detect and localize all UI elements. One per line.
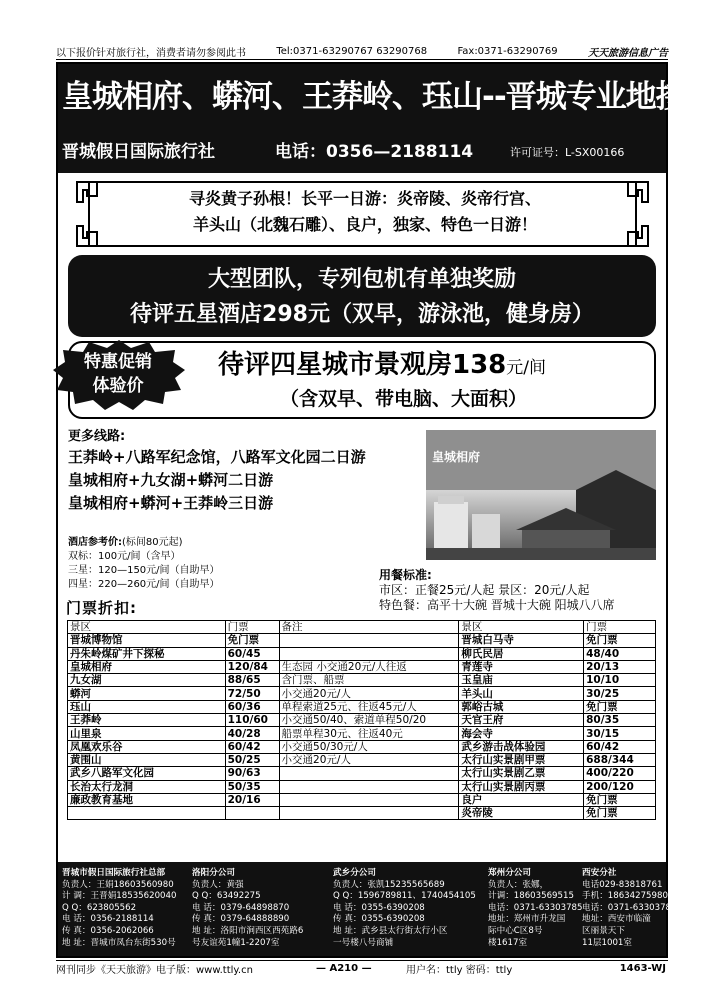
footer-line: 武乡分公司: [333, 868, 376, 878]
footer-line: 传 真：0379-64888890: [192, 914, 290, 925]
hotel-rate: 四星：220—260元/间（自助早）: [68, 579, 220, 590]
table-cell: 小交通20元/人: [279, 753, 459, 766]
scenic-photo: [426, 430, 656, 560]
table-cell: 60/42: [584, 740, 656, 753]
table-cell: 60/45: [225, 647, 279, 660]
table-cell: 免门票: [584, 634, 656, 647]
table-row: [68, 634, 656, 647]
hotel-title-text: 酒店参考价:: [68, 537, 122, 548]
table-cell: [279, 634, 459, 647]
table-cell: 良户: [459, 793, 584, 806]
group-promo-line2: 待评五星酒店298元（双早，游泳池，健身房）: [130, 302, 594, 327]
table-cell: 海会寺: [459, 727, 584, 740]
table-cell: 200/120: [584, 780, 656, 793]
table-cell: 110/60: [225, 714, 279, 727]
table-row: [68, 647, 656, 660]
notice-text: 以下报价针对旅行社，消费者请勿参阅此书: [56, 48, 246, 59]
footer-line: 电话：0371-63303785: [488, 902, 583, 913]
table-cell: 50/25: [225, 753, 279, 766]
table-cell: 生态园 小交通20元/人往返: [279, 660, 459, 673]
footer-line: 地址：西安市临潼: [582, 914, 651, 925]
table-cell: 60/42: [225, 740, 279, 753]
table-header-cell: 门票: [584, 621, 656, 634]
footer-line: 际中心C区8号: [488, 925, 543, 936]
footer-line: 地址：郑州市升龙国: [488, 914, 566, 925]
table-cell: 晋城白马寺: [459, 634, 584, 647]
table-cell: 山里泉: [68, 727, 226, 740]
footer-line: Q Q：623805562: [62, 902, 137, 913]
table-cell: 30/15: [584, 727, 656, 740]
table-cell: 长治太行龙洞: [68, 780, 226, 793]
footer-line: 计 调：王晋娟18535620040: [62, 891, 177, 902]
table-header-row: [68, 621, 656, 634]
table-row: [68, 807, 656, 820]
table-cell: 珏山: [68, 700, 226, 713]
table-cell: 太行山实景剧甲票: [459, 753, 584, 766]
footer-line: Q Q：1596789811、1740454105: [333, 891, 476, 902]
table-cell: [279, 807, 459, 820]
table-cell: 30/25: [584, 687, 656, 700]
table-cell: 20/13: [584, 660, 656, 673]
table-cell: 40/28: [225, 727, 279, 740]
route-item: 王莽岭+八路军纪念馆，八路军文化园二日游: [68, 448, 366, 466]
table-cell: 免门票: [584, 700, 656, 713]
table-header-cell: 景区: [68, 621, 226, 634]
routes-title: 更多线路:: [68, 429, 126, 444]
table-cell: 免门票: [225, 634, 279, 647]
table-header-cell: 景区: [459, 621, 584, 634]
hotel-note: (标间80元起): [122, 537, 183, 548]
table-cell: 廉政教育基地: [68, 793, 226, 806]
special-offer-unit: 元/间: [506, 358, 547, 378]
table-cell: [279, 767, 459, 780]
table-cell: 武乡八路军文化园: [68, 767, 226, 780]
table-cell: 免门票: [584, 807, 656, 820]
tickets-title: 门票折扣:: [66, 599, 137, 617]
top-info-bar: [56, 44, 668, 60]
footer-line: Q Q：63492275: [192, 891, 261, 902]
footer-line: 计调：18603569515: [488, 891, 574, 902]
table-cell: 天官王府: [459, 714, 584, 727]
table-cell: 太行山实景剧乙票: [459, 767, 584, 780]
meal-title: 用餐标准:: [379, 568, 432, 582]
table-cell: 免门票: [584, 793, 656, 806]
table-header-cell: 门票: [225, 621, 279, 634]
footer-line: 电 话：0355-6390208: [333, 902, 425, 913]
meal-line2: 特色餐：高平十大碗 晋城十大碗 阳城八八席: [379, 598, 615, 612]
footer-line: 一号楼八号商铺: [333, 937, 394, 948]
promo1-line2: 羊头山（北魏石雕）、良户，独家、特色一日游！: [192, 215, 537, 234]
footer-line: 负责人：张娜，: [488, 879, 549, 890]
footer-line: 电话029-83818761: [582, 879, 663, 890]
table-cell: 太行山实景剧丙票: [459, 780, 584, 793]
table-row: [68, 700, 656, 713]
table-cell: 晋城博物馆: [68, 634, 226, 647]
footer-line: 地 址：晋城市凤台东街530号: [62, 937, 176, 948]
route-item: 皇城相府+蟒河+王莽岭三日游: [68, 494, 274, 512]
footer-col-zhengzhou: [488, 868, 583, 949]
footer-line: 负责人：张凯15235565689: [333, 879, 445, 890]
table-cell: 48/40: [584, 647, 656, 660]
group-promo-line1: 大型团队，专列包机有单独奖励: [207, 267, 516, 292]
footer-line: 地 址：洛阳市涧西区西苑路6: [192, 925, 304, 936]
table-cell: 郭峪古城: [459, 700, 584, 713]
table-cell: 400/220: [584, 767, 656, 780]
footer-line: 楼1617室: [488, 937, 528, 948]
hotel-rate: 双标：100元/间（含早）: [68, 551, 181, 562]
table-cell: 80/35: [584, 714, 656, 727]
bottom-bar: [56, 960, 668, 976]
table-cell: 小交通50/40、索道单程50/20: [279, 714, 459, 727]
table-row: [68, 687, 656, 700]
special-offer-sub: （含双早、带电脑、大面积）: [280, 388, 528, 410]
footer-line: 负责人：王娟18603560980: [62, 879, 174, 890]
bottom-site: 网刊同步《天天旅游》电子版：www.ttly.cn: [56, 965, 253, 976]
footer-line: 西安分社: [582, 868, 617, 878]
footer-line: 号友谊苑1幢1-2207室: [192, 937, 280, 948]
agency-phone: 电话：0356—2188114: [275, 142, 474, 162]
table-cell: 688/344: [584, 753, 656, 766]
hotel-title: [68, 533, 183, 548]
table-cell: 小交通50/30元/人: [279, 740, 459, 753]
issue-code: 1463-WJ: [619, 963, 666, 974]
footer-line: 负责人：黄强: [192, 879, 244, 890]
footer-col-luoyang: [192, 868, 303, 949]
fax-text: Fax:0371-63290769: [457, 46, 558, 57]
agency-name: 晋城假日国际旅行社: [62, 142, 215, 162]
license-number: 许可证号：L-SX00166: [510, 146, 625, 159]
table-row: [68, 714, 656, 727]
table-row: [68, 740, 656, 753]
table-cell: 炎帝陵: [459, 807, 584, 820]
table-cell: [279, 780, 459, 793]
table-cell: 60/36: [225, 700, 279, 713]
table-row: [68, 753, 656, 766]
ticket-table: [67, 620, 656, 820]
table-cell: 皇城相府: [68, 660, 226, 673]
table-cell: [68, 807, 226, 820]
table-cell: 船票单程30元、往返40元: [279, 727, 459, 740]
footer-col-jincheng: [62, 868, 176, 949]
meal-line1: 市区：正餐25元/人起 景区：20元/人起: [379, 583, 590, 597]
tel-text: Tel:0371-63290767 63290768: [276, 46, 428, 57]
table-cell: 120/84: [225, 660, 279, 673]
table-header-cell: 备注: [279, 621, 459, 634]
footer-line: 区丽景天下: [582, 925, 625, 936]
footer-line: 手机：18634275980: [582, 891, 668, 902]
footer-line: 晋城市假日国际旅行社总部: [62, 868, 166, 878]
page-number: — A210 —: [316, 963, 372, 974]
table-cell: 单程索道25元、往返45元/人: [279, 700, 459, 713]
table-cell: 20/16: [225, 793, 279, 806]
table-cell: [279, 647, 459, 660]
table-cell: 小交通20元/人: [279, 687, 459, 700]
table-row: [68, 780, 656, 793]
table-cell: 88/65: [225, 674, 279, 687]
footer-line: 电 话：0379-64898870: [192, 902, 290, 913]
table-cell: [225, 807, 279, 820]
footer-line: 传 真：0355-6390208: [333, 914, 425, 925]
badge-line1: 特惠促销: [84, 352, 152, 372]
footer-line: 电话：0371-63303785: [582, 902, 677, 913]
footer-col-wuxiang: [333, 868, 476, 949]
table-row: [68, 674, 656, 687]
promo1-line1: 寻炎黄子孙根！长平一日游：炎帝陵、炎帝行宫、: [188, 189, 541, 208]
table-cell: [279, 793, 459, 806]
table-cell: 柳氏民居: [459, 647, 584, 660]
table-cell: 72/50: [225, 687, 279, 700]
table-cell: 10/10: [584, 674, 656, 687]
table-row: [68, 793, 656, 806]
table-row: [68, 767, 656, 780]
table-cell: 九女湖: [68, 674, 226, 687]
header-title: 皇城相府、蟒河、王莽岭、珏山--晋城专业地接: [62, 79, 686, 115]
table-cell: 武乡游击战体验园: [459, 740, 584, 753]
table-row: [68, 660, 656, 673]
footer-col-xian: [582, 868, 677, 949]
photo-caption: 皇城相府: [432, 450, 481, 464]
table-cell: 玉皇庙: [459, 674, 584, 687]
table-cell: 凤凰欢乐谷: [68, 740, 226, 753]
promo1-text: [95, 186, 635, 238]
footer-line: 地 址：武乡县太行街太行小区: [333, 925, 448, 936]
hotel-rate: 三星：120—150元/间（自助早）: [68, 565, 220, 576]
footer-line: 洛阳分公司: [192, 868, 235, 878]
footer-line: 电 话：0356-2188114: [62, 914, 154, 925]
table-row: [68, 727, 656, 740]
footer-line: 郑州分公司: [488, 868, 531, 878]
special-offer-title: 待评四星城市景观房138: [218, 350, 507, 380]
login-info: 用户名：ttly 密码：ttly: [406, 965, 513, 976]
table-cell: 90/63: [225, 767, 279, 780]
special-offer-main: [218, 344, 546, 381]
badge-line2: 体验价: [92, 376, 144, 396]
table-cell: 含门票、船票: [279, 674, 459, 687]
badge-text: [62, 350, 174, 398]
table-cell: 王莽岭: [68, 714, 226, 727]
table-cell: 青莲寺: [459, 660, 584, 673]
brand-text: 天天旅游信息广告: [588, 48, 668, 59]
table-cell: 黄围山: [68, 753, 226, 766]
route-item: 皇城相府+九女湖+蟒河二日游: [68, 471, 274, 489]
table-cell: 50/35: [225, 780, 279, 793]
footer-line: 11层1001室: [582, 937, 632, 948]
footer-line: 传 真：0356-2062066: [62, 925, 154, 936]
table-cell: 丹朱岭煤矿井下探秘: [68, 647, 226, 660]
table-cell: 羊头山: [459, 687, 584, 700]
table-cell: 蟒河: [68, 687, 226, 700]
